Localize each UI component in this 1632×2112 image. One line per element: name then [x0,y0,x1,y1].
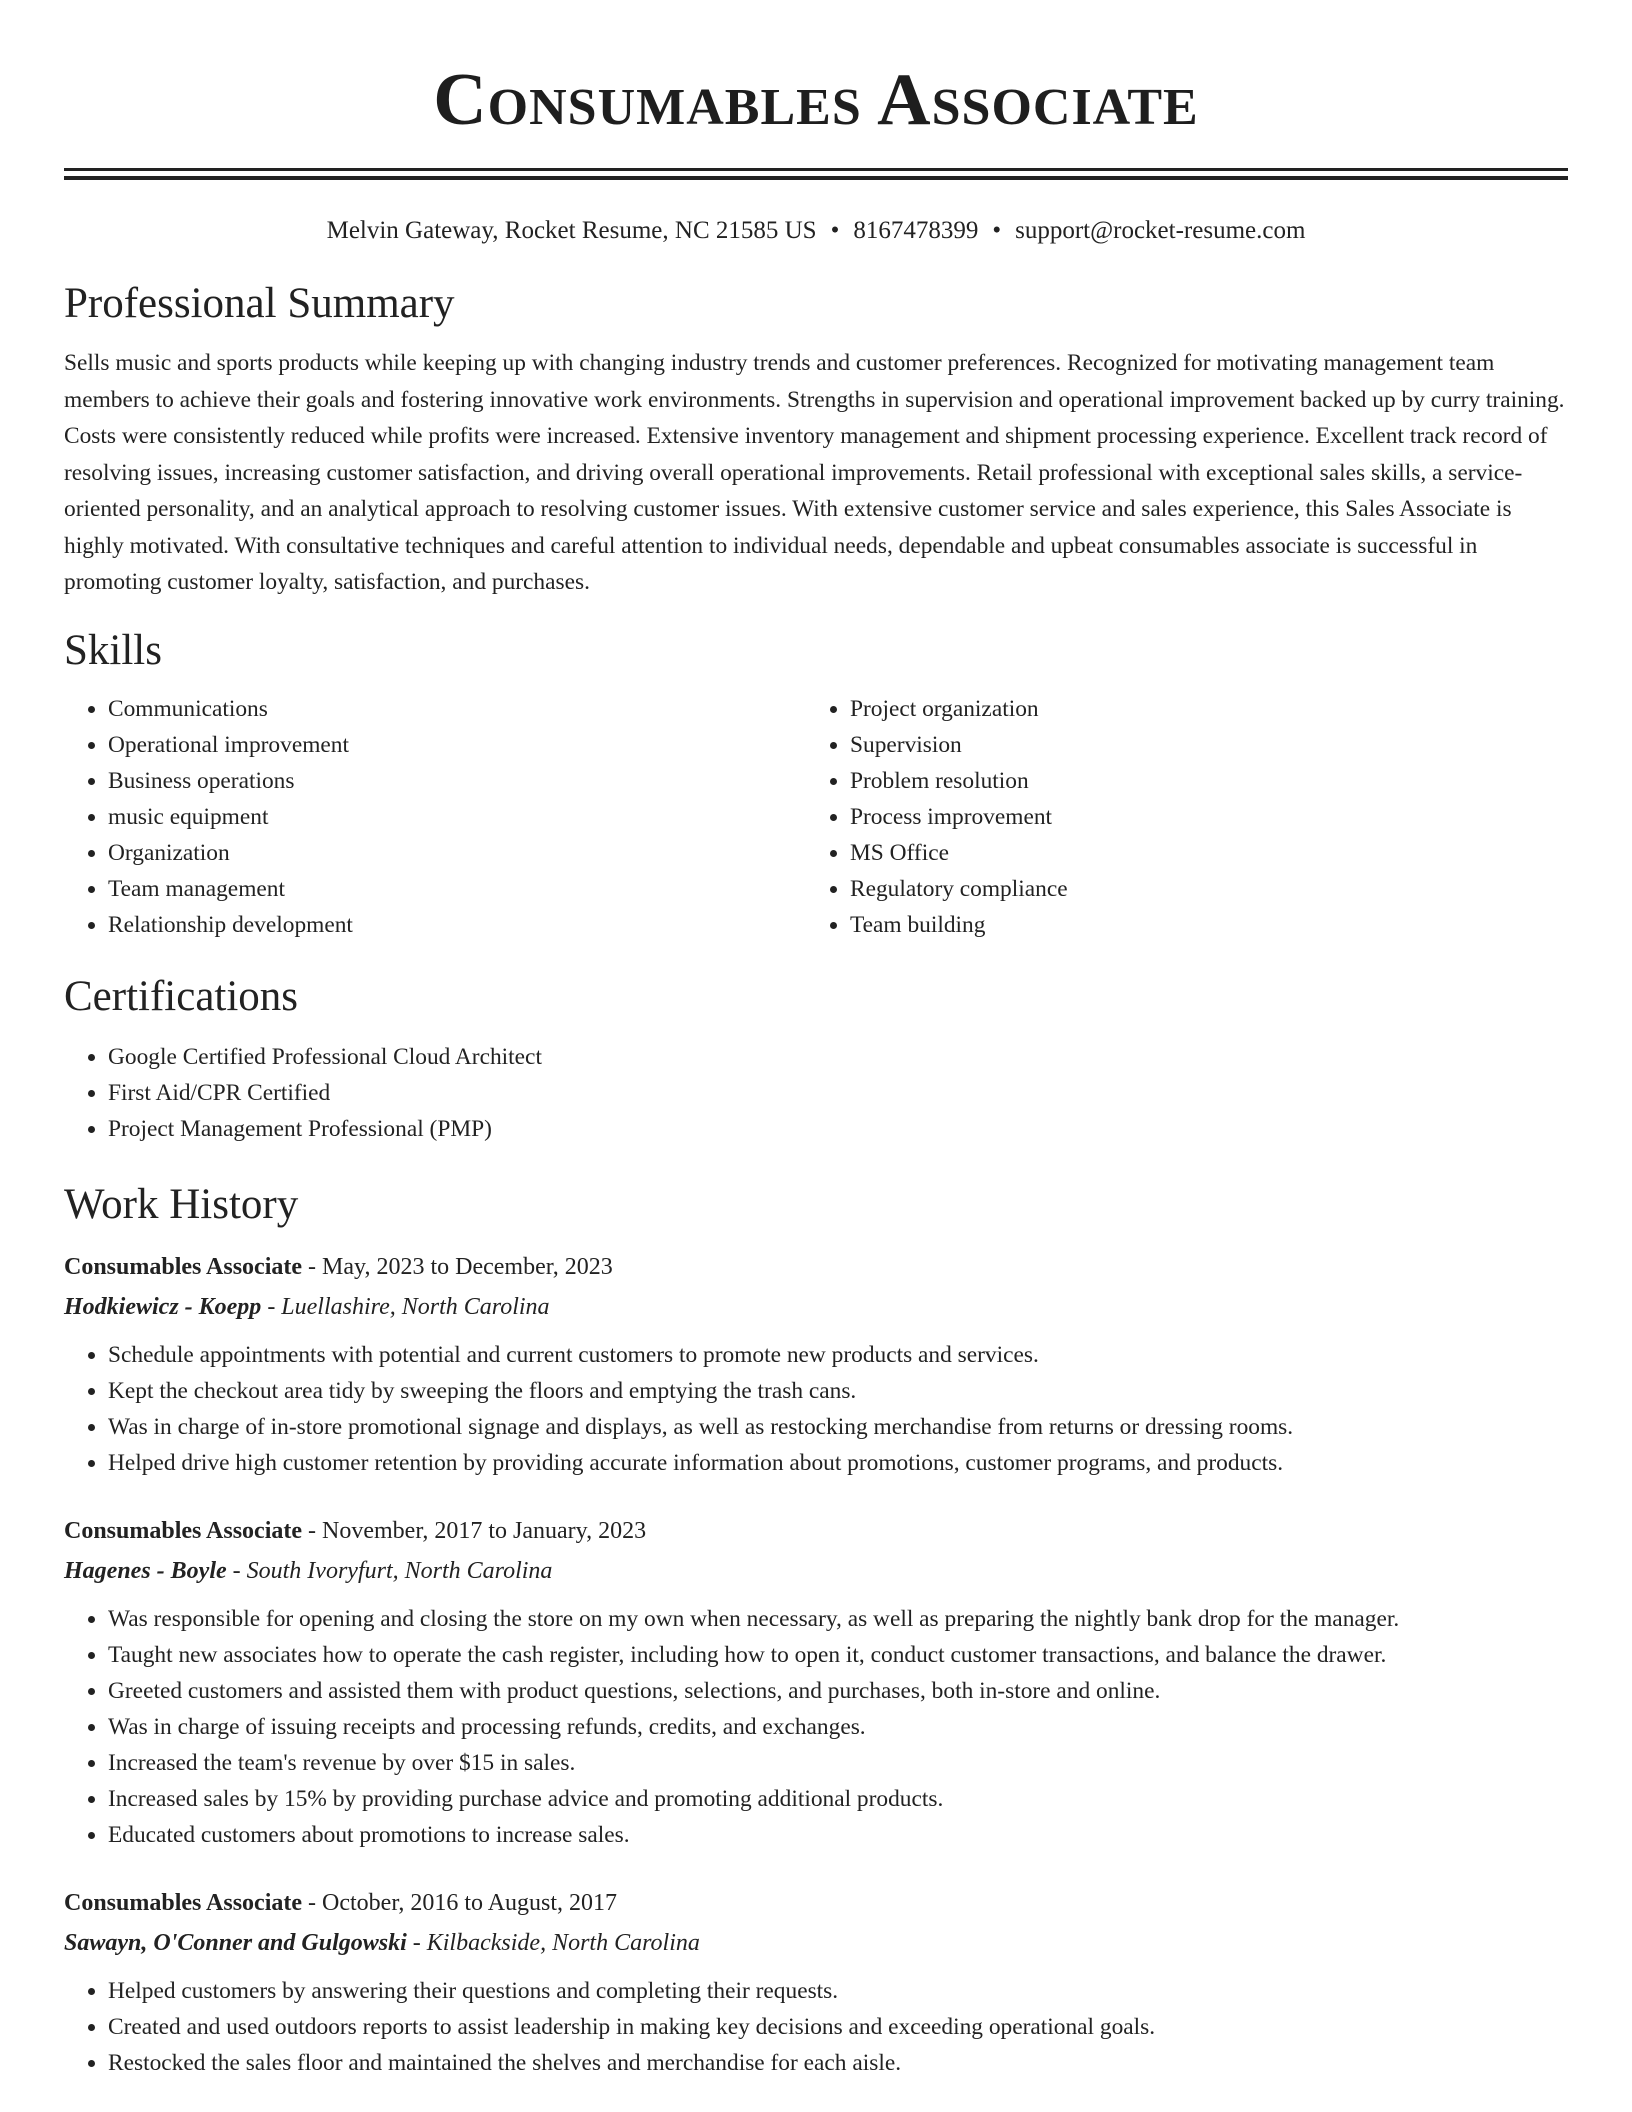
certifications-heading: Certifications [64,972,299,1020]
job-title-line [64,1511,1568,1551]
contact-separator: • [992,217,1002,244]
work-history-heading: Work History [64,1180,299,1228]
contact-phone: 8167478399 [853,217,979,244]
certification-item: • Project Management Professional (PMP) [108,1111,1568,1147]
job-bullet: • Schedule appointments with potential and current customers to promote new products and services. [108,1337,1568,1373]
skill-item: • MS Office [850,835,1548,871]
job-company-line [64,1287,1568,1327]
title-divider [64,168,1568,180]
skill-item: • Communications [108,691,806,727]
summary-heading: Professional Summary [64,280,455,327]
resume-title: Consumables Associate [433,59,1199,141]
contact-email: support@rocket-resume.com [1015,217,1306,244]
job-role: Consumables Associate [64,1253,303,1280]
skill-item: • Relationship development [108,907,806,943]
certifications-list [64,1039,1568,1147]
skill-item: • music equipment [108,799,806,835]
job-location: - Kilbackside, North Carolina [406,1929,700,1956]
skill-item: • Team building [850,907,1548,943]
job-title-line [64,1883,1568,1923]
certification-item: • First Aid/CPR Certified [108,1075,1568,1111]
job-company-line [64,1551,1568,1591]
job-company: Sawayn, O'Conner and Gulgowski [64,1929,407,1956]
skills-list-left [64,691,806,943]
job-role: Consumables Associate [64,1889,303,1916]
skill-item: • Supervision [850,727,1548,763]
job-entry [64,1247,1568,1481]
skill-item: • Team management [108,871,806,907]
job-bullets [64,1973,1568,2081]
job-title-line [64,1247,1568,1287]
job-bullet: • Was in charge of in-store promotional signage and displays, as well as restocking merchandise from returns or dressing rooms. [108,1409,1568,1445]
skills-grid [64,691,1568,943]
job-bullet: • Helped drive high customer retention by providing accurate information about promotions, customer programs, and products. [108,1445,1568,1481]
job-bullet: • Educated customers about promotions to increase sales. [108,1817,1568,1853]
skills-list-right [806,691,1548,943]
job-location: - Luellashire, North Carolina [261,1293,550,1320]
job-entry [64,1883,1568,2081]
contact-address: Melvin Gateway, Rocket Resume, NC 21585 US [326,217,817,244]
skills-heading: Skills [64,626,162,674]
job-dates: - November, 2017 to January, 2023 [302,1517,647,1544]
job-bullet: • Increased sales by 15% by providing purchase advice and promoting additional products. [108,1781,1568,1817]
contact-separator: • [830,217,840,244]
skill-item: • Problem resolution [850,763,1548,799]
job-bullet: • Greeted customers and assisted them with product questions, selections, and purchases, both in-store and online. [108,1673,1568,1709]
skill-item: • Business operations [108,763,806,799]
job-bullets [64,1337,1568,1481]
job-bullet: • Increased the team's revenue by over $15 in sales. [108,1745,1568,1781]
job-bullet: • Created and used outdoors reports to assist leadership in making key decisions and exceeding operational goals. [108,2009,1568,2045]
job-company: Hodkiewicz - Koepp [64,1293,262,1320]
job-role: Consumables Associate [64,1517,303,1544]
contact-line [64,214,1568,248]
job-entry [64,1511,1568,1853]
summary-text: Sells music and sports products while keeping up with changing industry trends and customer preferences. Recognized for motivating management team members to achieve their goals and fostering innovative work environments. Strengths in supervision and operational improvement backed up by curry training. Costs were consistently reduced while profits were increased. Extensive inventory management and shipment processing experience. Excellent track record of resolving issues, increasing customer satisfaction, and driving overall operational improvements. Retail professional with exceptional sales skills, a service-oriented personality, and an analytical approach to resolving customer issues. With extensive customer service and sales experience, this Sales Associate is highly motivated. With consultative techniques and careful attention to individual needs, dependable and upbeat consumables associate is successful in promoting customer loyalty, satisfaction, and purchases. [64,350,1565,595]
job-dates: - May, 2023 to December, 2023 [302,1253,613,1280]
job-company-line [64,1923,1568,1963]
job-dates: - October, 2016 to August, 2017 [302,1889,618,1916]
skill-item: • Organization [108,835,806,871]
certification-item: • Google Certified Professional Cloud Architect [108,1039,1568,1075]
job-bullet: • Was responsible for opening and closing the store on my own when necessary, as well as preparing the nightly bank drop for the manager. [108,1601,1568,1637]
job-location: - South Ivoryfurt, North Carolina [226,1557,553,1584]
skill-item: • Regulatory compliance [850,871,1548,907]
job-bullets [64,1601,1568,1853]
job-bullet: • Was in charge of issuing receipts and processing refunds, credits, and exchanges. [108,1709,1568,1745]
job-bullet: • Taught new associates how to operate the cash register, including how to open it, conduct customer transactions, and balance the drawer. [108,1637,1568,1673]
job-bullet: • Restocked the sales floor and maintained the shelves and merchandise for each aisle. [108,2045,1568,2081]
job-bullet: • Kept the checkout area tidy by sweeping the floors and emptying the trash cans. [108,1373,1568,1409]
job-bullet: • Helped customers by answering their questions and completing their requests. [108,1973,1568,2009]
job-company: Hagenes - Boyle [64,1557,227,1584]
skill-item: • Process improvement [850,799,1548,835]
skill-item: • Project organization [850,691,1548,727]
skill-item: • Operational improvement [108,727,806,763]
